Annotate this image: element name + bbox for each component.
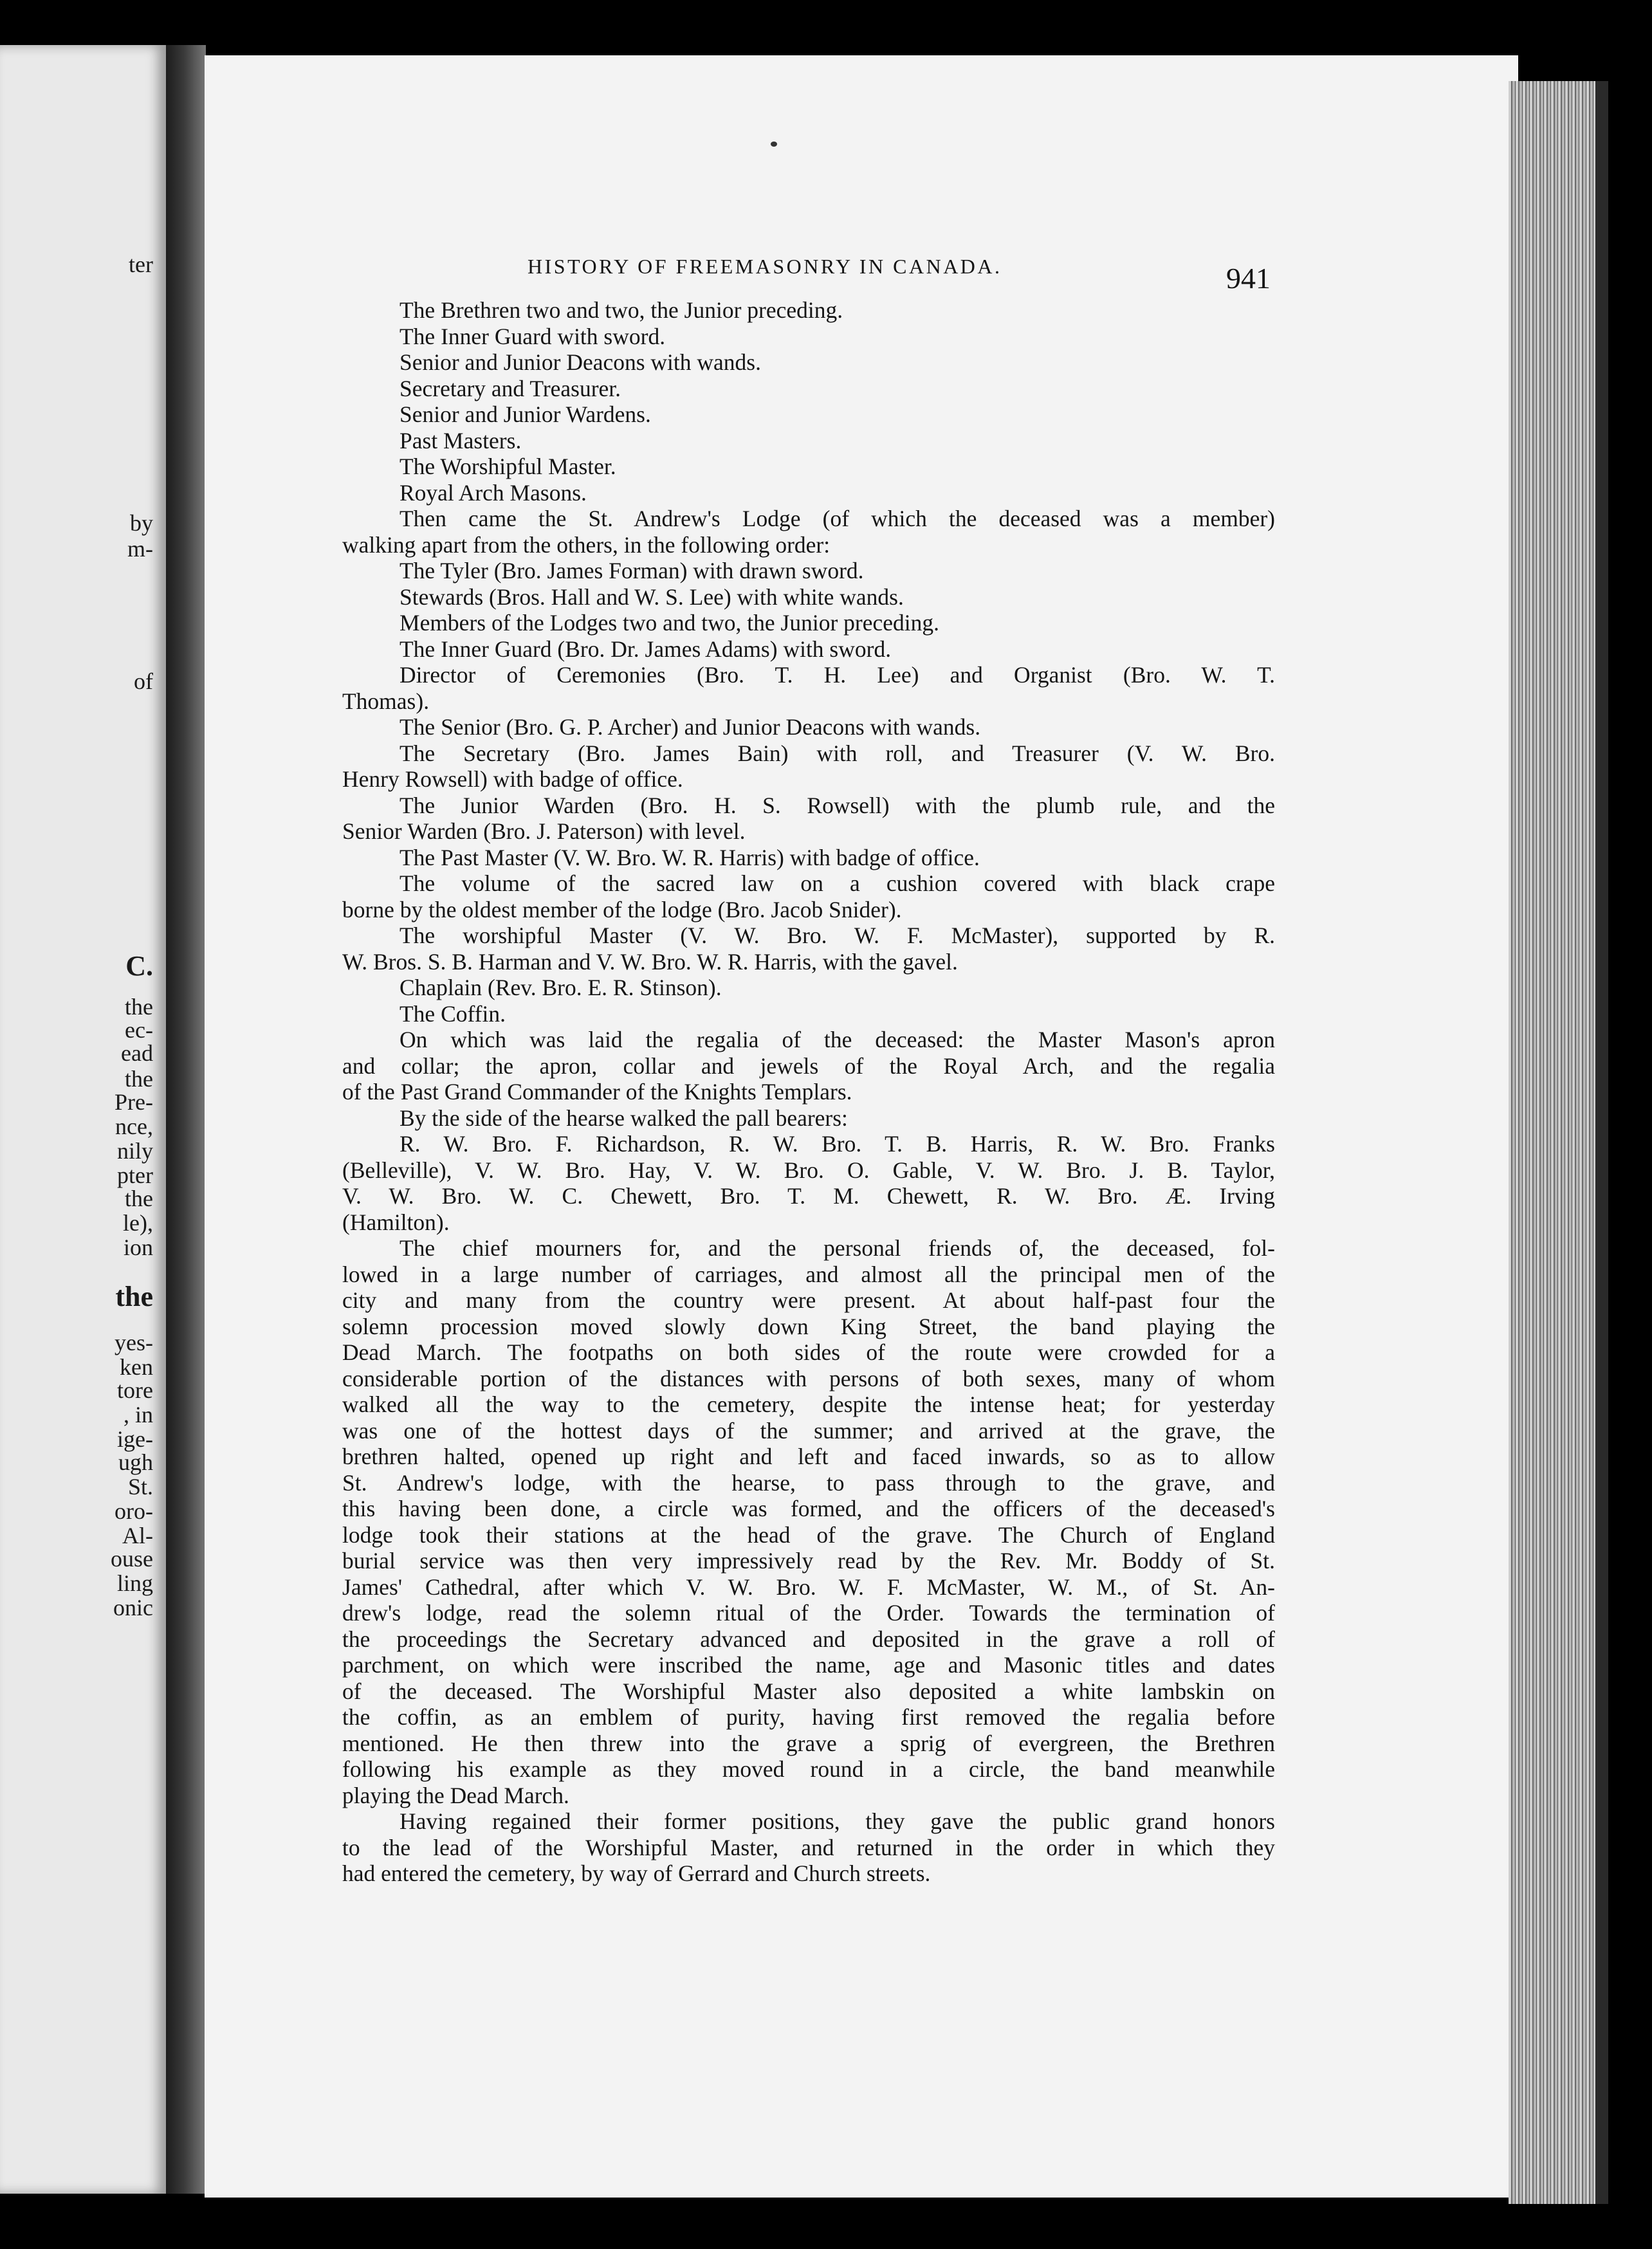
text-line: The Worshipful Master. [399, 454, 616, 479]
text-line: (Belleville), V. W. Bro. Hay, V. W. Bro. O. Gable, V. W. Bro. J. B. Taylor, [342, 1157, 1275, 1183]
text-line: parchment, on which were inscribed the name, age and Masonic titles and dates [342, 1652, 1275, 1678]
text-line: Dead March. The footpaths on both sides of the route were crowded for a [342, 1339, 1275, 1365]
left-page-fragment: m- [127, 536, 153, 562]
left-page-fragment: by [130, 510, 153, 536]
left-page-fragment: yes- [115, 1330, 153, 1355]
left-page-fragment: ige- [117, 1426, 153, 1452]
left-page-fragment: nily [116, 1138, 153, 1164]
text-line: was one of the hottest days of the summer; and arrived at the grave, the [342, 1417, 1275, 1444]
text-line: of the Past Grand Commander of the Knights Templars. [342, 1079, 852, 1105]
text-line: of the deceased. The Worshipful Master also deposited a white lambskin on [342, 1678, 1275, 1704]
text-line: solemn procession moved slowly down King Street, the band playing the [342, 1313, 1275, 1339]
text-line: Senior Warden (Bro. J. Paterson) with level. [342, 818, 746, 844]
text-line: By the side of the hearse walked the pall bearers: [399, 1105, 848, 1131]
left-page-fragment: pter [117, 1162, 153, 1188]
page-number: 941 [1226, 262, 1271, 295]
text-line: drew's lodge, read the solemn ritual of the Order. Towards the termination of [342, 1600, 1275, 1626]
text-line: The Past Master (V. W. Bro. W. R. Harris) with badge of office. [399, 844, 980, 870]
book-gutter [166, 45, 206, 2194]
text-line: Thomas). [342, 688, 430, 714]
page-edge-shadow [1595, 81, 1608, 2204]
text-line: lowed in a large number of carriages, and almost all the principal men of the [342, 1261, 1275, 1287]
text-line: Having regained their former positions, they gave the public grand honors [399, 1808, 1275, 1834]
left-page-fragment: oro- [115, 1498, 153, 1524]
text-line: James' Cathedral, after which V. W. Bro. W. F. McMaster, W. M., of St. An- [342, 1574, 1275, 1600]
text-line: Director of Ceremonies (Bro. T. H. Lee) and Organist (Bro. W. T. [399, 662, 1275, 688]
left-page-fragment: of [134, 668, 153, 694]
left-page-fragment: onic [113, 1595, 153, 1620]
text-line: W. Bros. S. B. Harman and V. W. Bro. W. R. Harris, with the gavel. [342, 948, 958, 975]
text-line: and collar; the apron, collar and jewels of the Royal Arch, and the regalia [342, 1052, 1275, 1079]
text-line: borne by the oldest member of the lodge (Bro. Jacob Snider). [342, 896, 902, 923]
left-page-fragment: le), [123, 1210, 153, 1236]
text-line: this having been done, a circle was formed, and the officers of the deceased's [342, 1496, 1275, 1521]
text-line: Senior and Junior Deacons with wands. [399, 349, 761, 375]
left-page-fragment: the [125, 1066, 153, 1092]
text-line: R. W. Bro. F. Richardson, R. W. Bro. T. B. Harris, R. W. Bro. Franks [399, 1131, 1275, 1157]
left-page-fragment: ken [120, 1354, 153, 1380]
left-page-fragment: tore [117, 1377, 153, 1403]
text-line: to the lead of the Worshipful Master, and returned in the order in which they [342, 1834, 1275, 1860]
text-line: St. Andrew's lodge, with the hearse, to pass through to the grave, and [342, 1469, 1275, 1496]
left-page-fragment: ling [116, 1570, 153, 1596]
left-page-fragment: ion [123, 1235, 153, 1260]
text-line: (Hamilton). [342, 1209, 450, 1235]
text-line: burial service was then very impressively read by the Rev. Mr. Boddy of St. [342, 1548, 1275, 1574]
left-page-fragment: nce, [115, 1114, 153, 1139]
page-edges [1509, 81, 1595, 2204]
text-line: Stewards (Bros. Hall and W. S. Lee) with white wands. [399, 583, 904, 610]
text-line: V. W. Bro. W. C. Chewett, Bro. T. M. Chewett, R. W. Bro. Æ. Irving [342, 1183, 1275, 1209]
left-page-fragment: , in [123, 1402, 153, 1427]
text-line: The chief mourners for, and the personal friends of, the deceased, fol- [399, 1235, 1275, 1261]
text-line: following his example as they moved round in a circle, the band meanwhile [342, 1756, 1275, 1782]
text-line: The worshipful Master (V. W. Bro. W. F. McMaster), supported by R. [399, 923, 1275, 948]
body-text [342, 297, 1275, 1887]
text-line: The Secretary (Bro. James Bain) with roll, and Treasurer (V. W. Bro. [399, 740, 1275, 766]
left-page-fragment: ec- [125, 1017, 153, 1043]
text-line: Members of the Lodges two and two, the Junior preceding. [399, 610, 939, 636]
text-line: Then came the St. Andrew's Lodge (of which the deceased was a member) [399, 506, 1275, 531]
text-line: The volume of the sacred law on a cushion covered with black crape [399, 870, 1275, 896]
text-line: walking apart from the others, in the following order: [342, 531, 831, 558]
left-page-fragment: ter [129, 252, 153, 277]
text-line: The Junior Warden (Bro. H. S. Rowsell) with the plumb rule, and the [399, 792, 1275, 818]
left-page-fragment: ugh [118, 1449, 153, 1475]
text-line: Secretary and Treasurer. [399, 375, 621, 401]
left-page-fragment: ouse [111, 1546, 153, 1572]
left-page-fragment: Al- [122, 1523, 153, 1548]
text-line: walked all the way to the cemetery, despite the intense heat; for yesterday [342, 1391, 1275, 1417]
text-line: Past Masters. [399, 427, 522, 454]
text-line: the proceedings the Secretary advanced and deposited in the grave a roll of [342, 1626, 1275, 1652]
text-line: Senior and Junior Wardens. [399, 401, 651, 427]
text-line: The Senior (Bro. G. P. Archer) and Junior Deacons with wands. [399, 714, 981, 740]
left-page-fragment: the [125, 1186, 153, 1211]
text-line: Royal Arch Masons. [399, 479, 587, 506]
left-page-fragment: St. [127, 1474, 153, 1500]
left-page-text-fragments [0, 45, 166, 2194]
left-facing-page [0, 45, 166, 2194]
text-line: mentioned. He then threw into the grave a sprig of evergreen, the Brethren [342, 1730, 1275, 1756]
running-header: HISTORY OF FREEMASONRY IN CANADA. [528, 255, 1002, 278]
left-page-fragment: C. [125, 950, 153, 982]
text-line: had entered the cemetery, by way of Gerrard and Church streets. [342, 1860, 931, 1886]
text-line: The Inner Guard with sword. [399, 323, 666, 349]
text-line: The Tyler (Bro. James Forman) with drawn sword. [399, 558, 864, 583]
text-line: playing the Dead March. [342, 1782, 569, 1808]
text-line: On which was laid the regalia of the deceased: the Master Mason's apron [399, 1027, 1275, 1052]
left-page-fragment: Pre- [115, 1089, 153, 1115]
left-page-fragment: ead [121, 1040, 153, 1066]
text-line: Henry Rowsell) with badge of office. [342, 766, 683, 792]
left-page-fragment: the [115, 1281, 153, 1312]
text-line: The Coffin. [399, 1000, 506, 1027]
left-page-fragment: the [125, 994, 153, 1020]
ink-speck [771, 142, 777, 147]
text-line: lodge took their stations at the head of the grave. The Church of England [342, 1521, 1275, 1548]
text-line: The Brethren two and two, the Junior preceding. [399, 297, 843, 323]
text-line: brethren halted, opened up right and left and faced inwards, so as to allow [342, 1444, 1275, 1469]
text-line: Chaplain (Rev. Bro. E. R. Stinson). [399, 975, 722, 1000]
text-line: city and many from the country were present. At about half-past four the [342, 1287, 1275, 1313]
text-line: considerable portion of the distances with persons of both sexes, many of whom [342, 1365, 1275, 1391]
text-line: the coffin, as an emblem of purity, having first removed the regalia before [342, 1704, 1275, 1730]
text-line: The Inner Guard (Bro. Dr. James Adams) with sword. [399, 636, 892, 662]
